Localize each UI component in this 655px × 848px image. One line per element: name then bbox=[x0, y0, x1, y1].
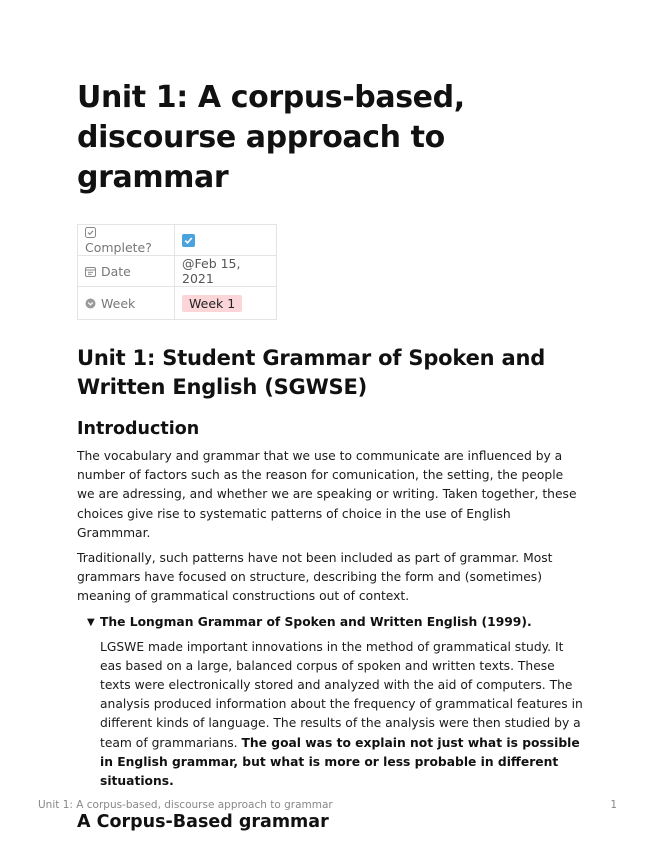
property-value bbox=[175, 225, 277, 256]
property-row-complete bbox=[78, 225, 277, 256]
select-property-icon bbox=[85, 298, 96, 309]
property-label: Date bbox=[101, 263, 131, 279]
paragraph-intro-2: Traditionally, such patterns have not been included as part of grammar. Most grammars have focused on structure, describing the form and (sometimes) meaning of grammatical constructions out of context. bbox=[77, 551, 553, 604]
property-row-date bbox=[78, 256, 277, 287]
toggle-content bbox=[87, 638, 583, 792]
page-title-line-1: Unit 1: A corpus-based, bbox=[77, 80, 465, 115]
paragraph-intro-1: The vocabulary and grammar that we use to communicate are influenced by a number of factors such as the reason for comunication, the setting, the people we are adressing, and whether we are speaking or writing. Taken together, these choices give rise to systematic patterns of choice in the use of English Grammmar. bbox=[77, 449, 577, 540]
page-title bbox=[77, 78, 583, 198]
property-value[interactable] bbox=[175, 287, 277, 320]
page-footer bbox=[38, 799, 617, 811]
property-key bbox=[78, 225, 175, 256]
properties-table bbox=[77, 224, 277, 320]
property-key bbox=[78, 256, 175, 287]
paragraph-lgswe-text: LGSWE made important innovations in the method of grammatical study. It eas based on a large, balanced corpus of spoken and written texts. These texts were electronically stored and analyzed with the aid of computers. The analysis produced information about the frequency of grammatical features in different kinds of language. The results of the analysis were then studied by a team of grammarians. bbox=[100, 639, 583, 750]
property-row-week bbox=[78, 287, 277, 320]
paragraph-lgswe bbox=[100, 638, 583, 792]
property-value[interactable] bbox=[175, 256, 277, 287]
toggle-title: The Longman Grammar of Spoken and Written English (1999). bbox=[100, 614, 532, 629]
section-heading-corpus-based: A Corpus-Based grammar bbox=[77, 812, 329, 833]
week-tag[interactable]: Week 1 bbox=[182, 295, 242, 312]
property-label: Week bbox=[101, 295, 136, 311]
checkbox-property-icon bbox=[85, 227, 96, 238]
paragraph-lgswe-emphasis: The goal was to explain not just what is possible in English grammar, but what is more or less probable in different situations. bbox=[100, 735, 580, 789]
property-label: Complete? bbox=[85, 240, 152, 255]
date-value[interactable]: @Feb 15, 2021 bbox=[182, 256, 241, 286]
calendar-icon bbox=[85, 266, 96, 277]
section-heading-introduction: Introduction bbox=[77, 419, 200, 439]
complete-checkbox[interactable] bbox=[182, 234, 195, 247]
property-key bbox=[78, 287, 175, 320]
footer-title: Unit 1: A corpus-based, discourse approach to grammar bbox=[38, 799, 333, 811]
section-heading-sgwse: Unit 1: Student Grammar of Spoken and Written English (SGWSE) bbox=[77, 346, 546, 399]
page-number: 1 bbox=[610, 799, 617, 811]
document-page bbox=[77, 78, 583, 840]
toggle-block-lgswe bbox=[77, 613, 583, 792]
toggle-arrow-icon[interactable]: ▼ bbox=[87, 616, 95, 628]
page-title-line-2: discourse approach to grammar bbox=[77, 120, 445, 195]
toggle-header[interactable] bbox=[87, 613, 583, 632]
